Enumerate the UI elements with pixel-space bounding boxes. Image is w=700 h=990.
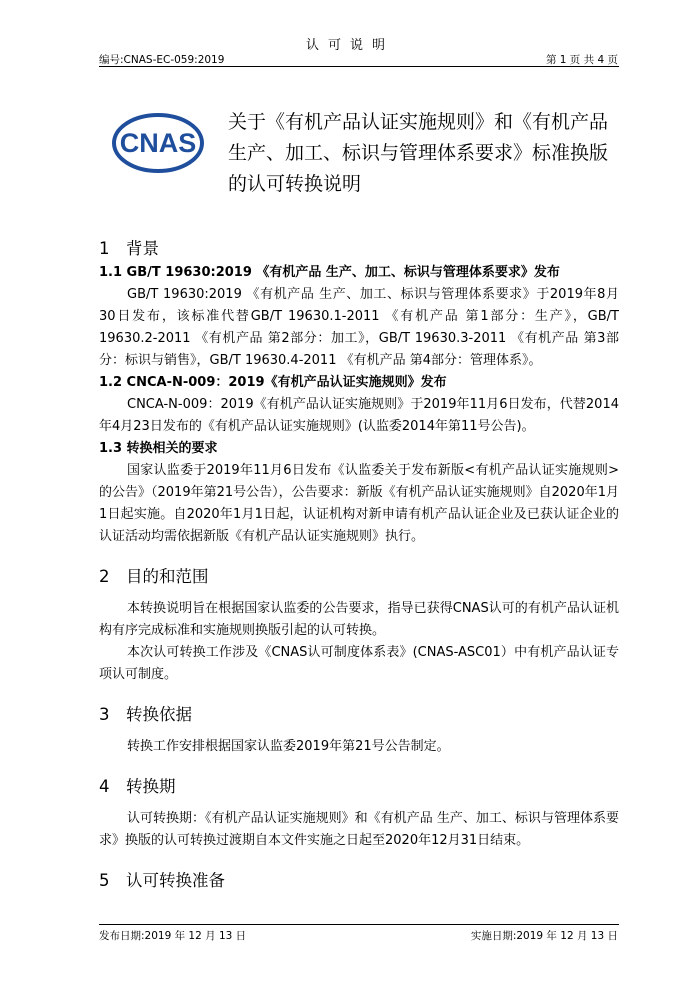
section-4-heading bbox=[99, 774, 619, 800]
footer-rule bbox=[99, 924, 619, 925]
section-number: 3 bbox=[99, 705, 110, 724]
paragraph: 转换工作安排根据国家认监委2019年第21号公告制定。 bbox=[127, 739, 450, 754]
document-title: 关于《有机产品认证实施规则》和《有机产品 生产、加工、标识与管理体系要求》标准换版的认可转换说明 bbox=[228, 111, 609, 195]
section-2-heading bbox=[99, 564, 619, 590]
section-5-heading bbox=[99, 868, 619, 894]
cnas-logo bbox=[111, 112, 205, 174]
section-number: 1 bbox=[99, 239, 110, 258]
paragraph: 认可转换期：《有机产品认证实施规则》和《有机产品 生产、加工、标识与管理体系要求》换版的认可转换过渡期自本文件实施之日起至2020年12月31日结束。 bbox=[99, 811, 619, 848]
section-title: 目的和范围 bbox=[126, 567, 209, 586]
section-number: 5 bbox=[99, 871, 110, 890]
section-1-heading bbox=[99, 236, 619, 262]
paragraph: GB/T 19630:2019 《有机产品 生产、加工、标识与管理体系要求》于2019年8月30日发布，该标准代替GB/T 19630.1-2011 《有机产品 第1部分：生产》，GB/T 19630.2-2011 《有机产品 第2部分：加工》，GB/T 19630.3-2011 《有机产品 第3部分：标识与销售》，GB/T 19630.4-2011 《有机产品 第4部分：管理体系》。 bbox=[99, 287, 619, 368]
footer-effective-date: 实施日期:2019 年 12 月 13 日 bbox=[470, 930, 618, 942]
section-title: 转换期 bbox=[126, 777, 176, 796]
footer-issue-date: 发布日期:2019 年 12 月 13 日 bbox=[99, 930, 247, 942]
header-doc-number: 编号:CNAS-EC-059:2019 bbox=[99, 54, 225, 66]
section-title: 转换依据 bbox=[126, 705, 192, 724]
document-body bbox=[99, 236, 619, 894]
section-3-heading bbox=[99, 702, 619, 728]
header-page-info: 第 1 页 共 4 页 bbox=[545, 54, 618, 66]
section-number: 4 bbox=[99, 777, 110, 796]
cnas-logo-text: CNAS bbox=[119, 128, 197, 158]
section-title: 背景 bbox=[126, 239, 159, 258]
header-title: 认可说明 bbox=[305, 38, 394, 53]
paragraph: 本次认可转换工作涉及《CNAS认可制度体系表》(CNAS-ASC01）中有机产品认证专项认可制度。 bbox=[99, 645, 619, 682]
subsection-1-3-heading: 1.3 转换相关的要求 bbox=[99, 441, 218, 456]
header-rule bbox=[99, 66, 619, 67]
paragraph: 国家认监委于2019年11月6日发布《认监委关于发布新版<有机产品认证实施规则>的公告》（2019年第21号公告），公告要求：新版《有机产品认证实施规则》自2020年1月1日起实施。自2020年1月1日起，认证机构对新申请有机产品认证企业及已获认证企业的认证活动均需依据新版《有机产品认证实施规则》执行。 bbox=[99, 463, 619, 544]
section-number: 2 bbox=[99, 567, 110, 586]
subsection-1-1-heading: 1.1 GB/T 19630:2019 《有机产品 生产、加工、标识与管理体系要求》发布 bbox=[99, 265, 560, 280]
section-title: 认可转换准备 bbox=[126, 871, 225, 890]
subsection-1-2-heading: 1.2 CNCA-N-009：2019《有机产品认证实施规则》发布 bbox=[99, 375, 447, 390]
paragraph: 本转换说明旨在根据国家认监委的公告要求，指导已获得CNAS认可的有机产品认证机构有序完成标准和实施规则换版引起的认可转换。 bbox=[99, 601, 619, 638]
paragraph: CNCA-N-009：2019《有机产品认证实施规则》于2019年11月6日发布，代替2014年4月23日发布的《有机产品认证实施规则》(认监委2014年第11号公告)。 bbox=[99, 397, 619, 434]
